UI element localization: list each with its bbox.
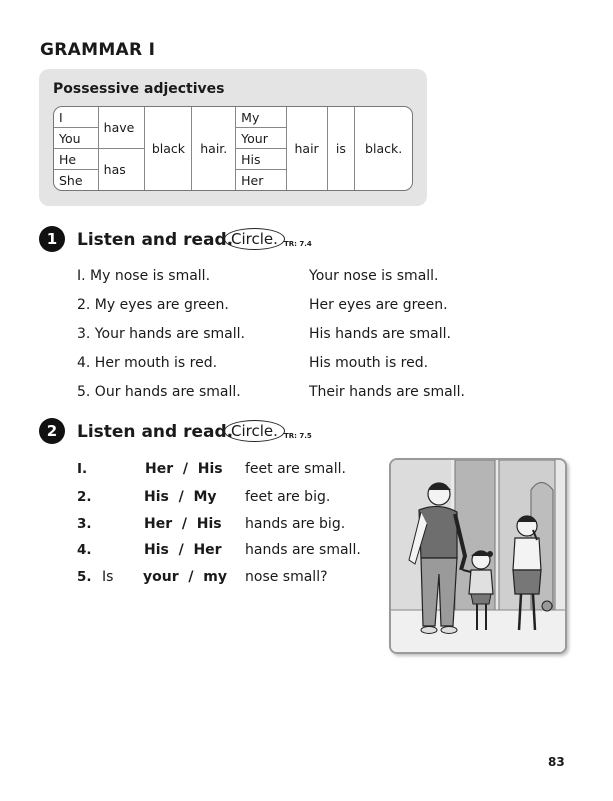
- noun-cell: hair.: [192, 107, 236, 190]
- possessive-cell: Her: [236, 170, 287, 190]
- track-reference: TR: 7.5: [284, 432, 312, 440]
- circle-instruction: Circle.: [224, 420, 285, 442]
- exercise-number-badge: 2: [39, 418, 65, 444]
- section-heading: GRAMMAR I: [40, 40, 156, 60]
- exercise-number-badge: 1: [39, 226, 65, 252]
- ex1-option-right[interactable]: Her eyes are green.: [309, 297, 448, 313]
- ex1-option-left[interactable]: I. My nose is small.: [77, 268, 211, 284]
- ex2-item-number: I.: [77, 461, 88, 477]
- ex1-option-left[interactable]: 3. Your hands are small.: [77, 326, 245, 342]
- page-number: 83: [548, 755, 565, 769]
- ex2-options[interactable]: your / my: [143, 569, 227, 585]
- ex2-sentence: feet are big.: [245, 489, 331, 505]
- ex2-options[interactable]: His / My: [144, 489, 217, 505]
- possessive-cell: My: [236, 107, 287, 128]
- ex1-option-right[interactable]: Your nose is small.: [309, 268, 439, 284]
- possessive-adjectives-table: [53, 106, 413, 191]
- ex2-options[interactable]: Her / His: [145, 461, 223, 477]
- track-reference: TR: 7.4: [284, 240, 312, 248]
- ex2-sentence: nose small?: [245, 569, 328, 585]
- ex2-item-number: 2.: [77, 489, 92, 505]
- verb-cell: have: [99, 107, 146, 149]
- ex2-sentence: hands are small.: [245, 542, 361, 558]
- ex1-option-left[interactable]: 5. Our hands are small.: [77, 384, 241, 400]
- ex2-prefix: Is: [102, 569, 114, 585]
- pronoun-cell: She: [54, 170, 99, 190]
- ex1-option-right[interactable]: His hands are small.: [309, 326, 451, 342]
- color-cell: black: [145, 107, 192, 190]
- exercise-instruction: Listen and read.: [77, 230, 234, 250]
- ex1-option-right[interactable]: Their hands are small.: [309, 384, 465, 400]
- verb2-cell: is: [328, 107, 356, 190]
- color2-cell: black.: [365, 141, 403, 156]
- ex2-sentence: hands are big.: [245, 516, 346, 532]
- possessive-cell: Your: [236, 128, 287, 149]
- ex2-item-number: 4.: [77, 542, 92, 558]
- family-illustration: [389, 458, 567, 654]
- ex1-option-left[interactable]: 2. My eyes are green.: [77, 297, 229, 313]
- verb-cell: has: [99, 149, 146, 190]
- ex2-options[interactable]: His / Her: [144, 542, 222, 558]
- pronoun-cell: He: [54, 149, 99, 170]
- ex2-sentence: feet are small.: [245, 461, 346, 477]
- noun2-cell: hair: [287, 107, 328, 190]
- grammar-box-title: Possessive adjectives: [53, 81, 225, 97]
- possessive-cell: His: [236, 149, 287, 170]
- exercise-instruction: Listen and read.: [77, 422, 234, 442]
- pronoun-cell: I: [54, 107, 99, 128]
- circle-instruction: Circle.: [224, 228, 285, 250]
- pronoun-cell: You: [54, 128, 99, 149]
- ex1-option-right[interactable]: His mouth is red.: [309, 355, 429, 371]
- ex2-item-number: 5.: [77, 569, 92, 585]
- ex1-option-left[interactable]: 4. Her mouth is red.: [77, 355, 218, 371]
- ex2-options[interactable]: Her / His: [144, 516, 222, 532]
- ex2-item-number: 3.: [77, 516, 92, 532]
